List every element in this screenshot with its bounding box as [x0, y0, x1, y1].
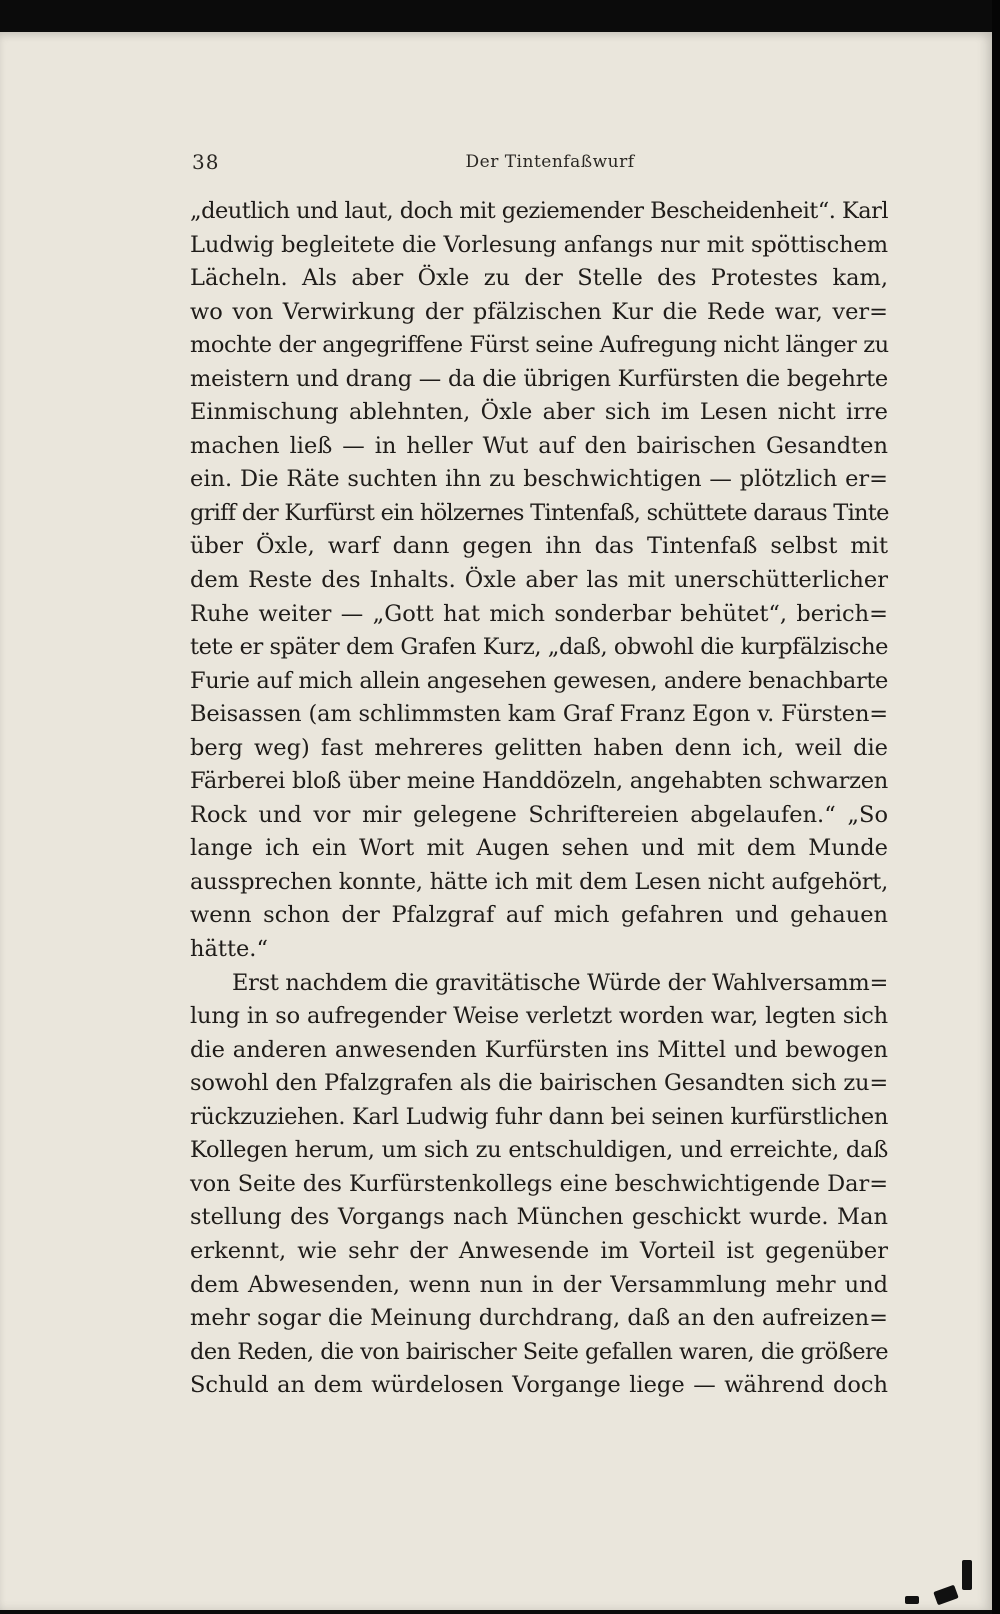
text-line: stellung des Vorgangs nach München geschickt wurde. Man	[190, 1204, 888, 1231]
text-line: hätte.“	[190, 936, 268, 963]
text-line: ein. Die Räte suchten ihn zu beschwichtigen — plötzlich er=	[190, 466, 888, 493]
page-header	[192, 150, 908, 176]
paragraph-2	[190, 967, 888, 1403]
text-line: erkennt, wie sehr der Anwesende im Vorteil ist gegenüber	[190, 1237, 888, 1264]
text-line: Erst nachdem die gravitätische Würde der Wahlversamm=	[232, 969, 888, 996]
text-line: Ruhe weiter — „Gott hat mich sonderbar behütet“, berich=	[190, 600, 888, 627]
text-line: dem Abwesenden, wenn nun in der Versammlung mehr und	[190, 1271, 888, 1298]
text-line: lung in so aufregender Weise verletzt worden war, legten sich	[190, 1003, 888, 1030]
text-line: Furie auf mich allein angesehen gewesen, andere benachbarte	[190, 667, 888, 694]
text-line: mehr sogar die Meinung durchdrang, daß an den aufreizen=	[190, 1305, 888, 1332]
body-text	[190, 195, 888, 1403]
text-line: Beisassen (am schlimmsten kam Graf Franz Egon v. Fürsten=	[190, 701, 888, 728]
text-line: meistern und drang — da die übrigen Kurfürsten die begehrte	[190, 365, 888, 392]
text-line: tete er später dem Grafen Kurz, „daß, obwohl die kurpfälzische	[190, 634, 888, 661]
text-line: Rock und vor mir gelegene Schriftereien abgelaufen.“ „So	[190, 801, 888, 828]
text-line: die anderen anwesenden Kurfürsten ins Mittel und bewogen	[190, 1036, 888, 1063]
ink-fleck	[962, 1560, 972, 1590]
text-line: mochte der angegriffene Fürst seine Aufregung nicht länger zu	[190, 332, 889, 359]
text-line: rückzuziehen. Karl Ludwig fuhr dann bei seinen kurfürstlichen	[190, 1103, 888, 1130]
text-line: aussprechen konnte, hätte ich mit dem Lesen nicht aufgehört,	[190, 868, 888, 895]
text-line: wenn schon der Pfalzgraf auf mich gefahren und gehauen	[190, 902, 888, 929]
text-line: von Seite des Kurfürstenkollegs eine beschwichtigende Dar=	[190, 1170, 888, 1197]
text-line: Kollegen herum, um sich zu entschuldigen, und erreichte, daß	[190, 1137, 888, 1164]
text-line: über Öxle, warf dann gegen ihn das Tintenfaß selbst mit	[190, 533, 888, 560]
text-line: „deutlich und laut, doch mit geziemender Bescheidenheit“. Karl	[190, 198, 888, 224]
text-line: sowohl den Pfalzgrafen als die bairischen Gesandten sich zu=	[190, 1070, 888, 1097]
text-line: den Reden, die von bairischer Seite gefallen waren, die größere	[190, 1338, 888, 1365]
page-edge-shadow	[992, 0, 1000, 1614]
text-line: lange ich ein Wort mit Augen sehen und mit dem Munde	[190, 835, 888, 862]
text-line: berg weg) fast mehreres gelitten haben denn ich, weil die	[190, 734, 888, 761]
text-line: machen ließ — in heller Wut auf den bairischen Gesandten	[190, 432, 888, 459]
text-line: dem Reste des Inhalts. Öxle aber las mit unerschütterlicher	[190, 567, 888, 594]
text-line: Ludwig begleitete die Vorlesung anfangs nur mit spöttischem	[190, 231, 888, 258]
text-line: Einmischung ablehnten, Öxle aber sich im Lesen nicht irre	[190, 399, 888, 426]
text-line: Färberei bloß über meine Handdözeln, angehabten schwarzen	[190, 768, 888, 795]
page-number: 38	[192, 150, 220, 174]
ink-fleck	[905, 1596, 919, 1604]
running-title: Der Tintenfaßwurf	[465, 152, 635, 172]
text-line: wo von Verwirkung der pfälzischen Kur die Rede war, ver=	[190, 298, 888, 325]
text-line: Lächeln. Als aber Öxle zu der Stelle des Protestes kam,	[190, 265, 888, 292]
text-line: Schuld an dem würdelosen Vorgange liege — während doch	[190, 1372, 888, 1399]
text-line: griff der Kurfürst ein hölzernes Tintenfaß, schüttete daraus Tinte	[190, 499, 889, 526]
paragraph-1	[190, 195, 888, 967]
